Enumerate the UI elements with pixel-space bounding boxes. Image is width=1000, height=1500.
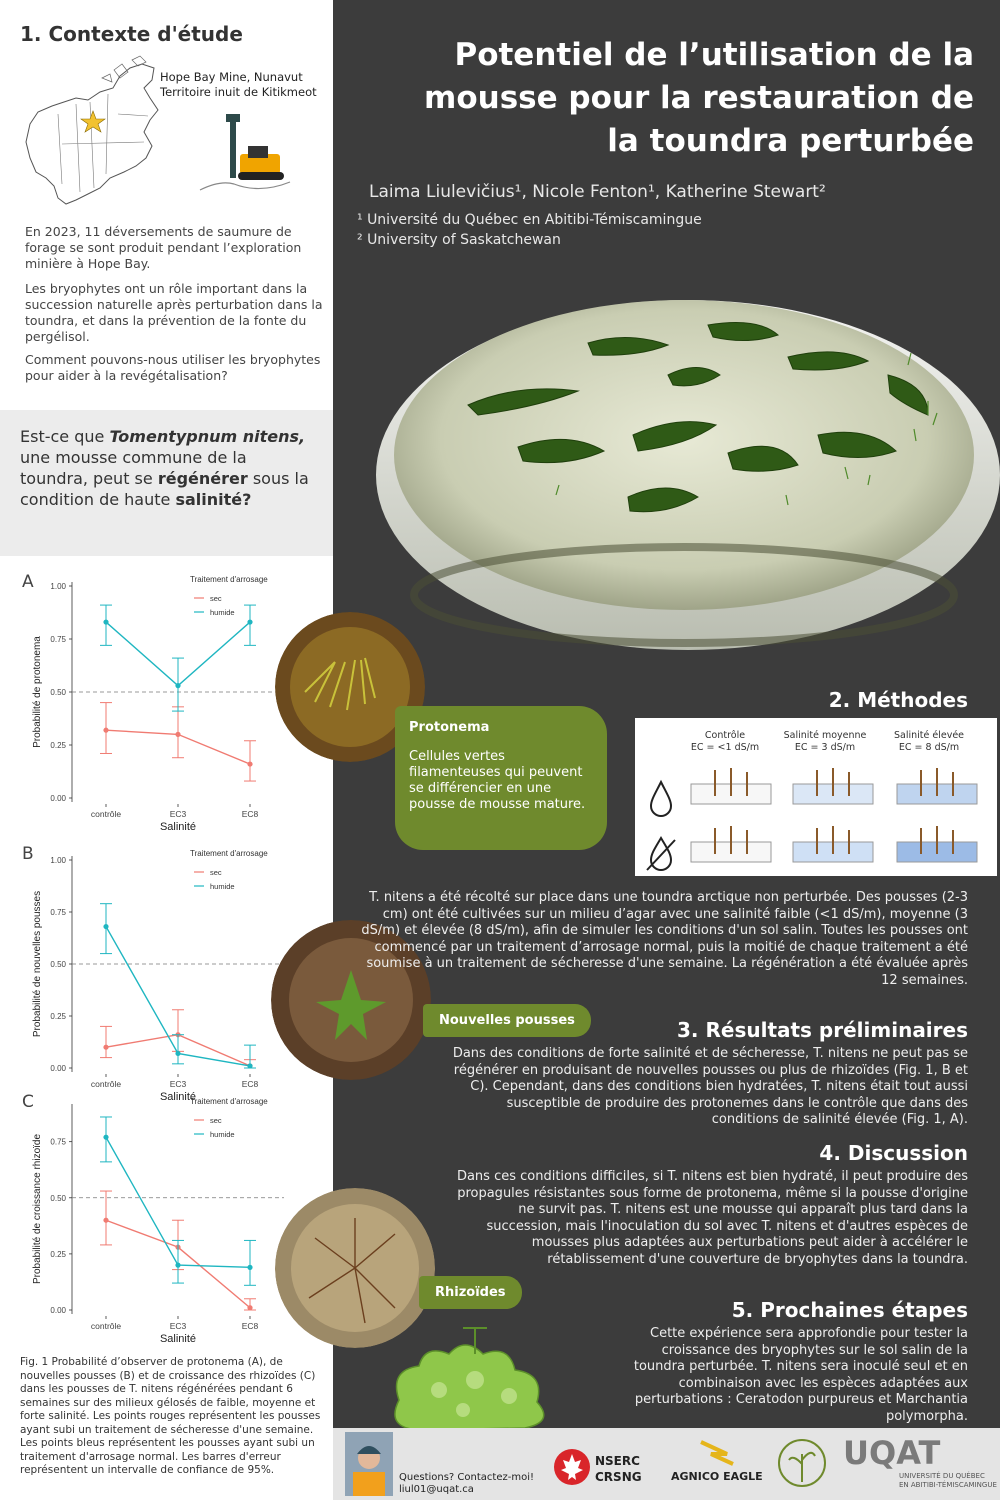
author-photo: [345, 1432, 393, 1496]
y-axis-label: Probabilité de nouvelles pousses: [32, 890, 43, 1038]
maple-leaf-icon: [553, 1448, 591, 1486]
agnico-eagle-label: AGNICO EAGLE: [671, 1470, 763, 1483]
methods-text: T. nitens a été récolté sur place dans une toundra arctique non perturbée. Des pousses (2-3 cm) ont été cultivées sur un milieu d’agar avec une salinité faible (<1 dS/m), moyenne (3 dS/m) et élevée (8 dS/m), afin de simuler les conditions d'un sol salin. Toutes les pousses ont commencé par un traitement d’arrosage normal, puis la moitié de chaque traitement a été soumise à un traitement de sécheresse d'une semaine. La régénération a été évaluée après 12 semaines.: [361, 890, 968, 988]
poster-title: Potentiel de l’utilisation de la mousse pour la restauration de la toundra perturbée: [424, 37, 974, 159]
uqat-subtitle-1: UNIVERSITÉ DU QUÉBEC: [899, 1472, 985, 1480]
legend-label-sec: sec: [210, 1116, 222, 1125]
x-tick-label: contrôle: [90, 1079, 122, 1089]
y-axis-label: Probabilité de croissance rhizoïde: [32, 1133, 43, 1285]
y-tick-label: 1.00: [50, 582, 66, 591]
no-water-icon: [647, 838, 675, 870]
protonema-callout: [395, 706, 607, 850]
data-point-humide: [175, 1263, 180, 1268]
results-text: Dans des conditions de forte salinité et de sécheresse, T. nitens ne peut pas se régénérer en produisant de nouvelles pousses ou plus de rhizoïdes (Fig. 1, B et C). Cependant, dans des conditions bien hydratées, T. nitens était tout aussi susceptible de produire des protonemes dans le contrôle que dans des conditions de salinité élevée (Fig. 1, A).: [452, 1046, 968, 1128]
nserc-label: NSERC: [595, 1454, 640, 1468]
data-point-humide: [247, 619, 252, 624]
x-tick-label: contrôle: [90, 809, 122, 819]
authors: Laima Liulevičius¹, Nicole Fenton¹, Katherine Stewart²: [369, 182, 826, 202]
context-paragraph-2: Les bryophytes ont un rôle important dans la succession naturelle après perturbation dans la toundra, et dans la prévention de la fonte du pergélisol.: [25, 281, 323, 344]
y-tick-label: 0.50: [50, 688, 66, 697]
methods-col-control: Contrôle EC = <1 dS/m: [690, 730, 760, 753]
context-title: 1. Contexte d'étude: [20, 22, 243, 46]
x-tick-label: EC8: [241, 1321, 259, 1331]
contact-text: Questions? Contactez-moi!: [399, 1472, 534, 1483]
x-tick-label: EC3: [169, 1321, 187, 1331]
discussion-text: Dans ces conditions difficiles, si T. nitens est bien hydraté, il peut produire des propagules résistantes sous forme de protonema, même si la pousse d'origine ne survit pas. T. nitens est une mousse qui apparaît plus tard dans la succession, mais l'inoculation du sol avec T. nitens et d'autres espèces de mousses plus adaptées aux perturbations peut aider à accélérer le rétablissement d'une couverture de bryophytes dans la toundra.: [456, 1169, 968, 1267]
rhizoids-label: Rhizoïdes: [419, 1276, 522, 1309]
footer: [333, 1428, 1000, 1500]
x-axis-label: Salinité: [159, 821, 197, 833]
y-tick-label: 0.75: [50, 635, 66, 644]
legend-title: Traitement d'arrosage: [190, 575, 268, 584]
x-axis-label: Salinité: [159, 1091, 197, 1103]
context-paragraph-1: En 2023, 11 déversements de saumure de forage se sont produit pendant l’exploration minière à Hope Bay.: [25, 224, 302, 271]
legend-label-humide: humide: [210, 882, 235, 891]
data-point-sec: [247, 1305, 252, 1310]
canada-map: [18, 54, 168, 214]
data-point-sec: [103, 1218, 108, 1223]
y-axis-label: Probabilité de protonema: [32, 636, 43, 748]
legend-label-sec: sec: [210, 868, 222, 877]
context-paragraph-3: Comment pouvons-nous utiliser les bryophytes pour aider à la revégétalisation?: [25, 352, 321, 383]
y-tick-label: 0.25: [50, 1249, 66, 1259]
y-tick-label: 0.75: [50, 908, 66, 917]
protonema-title: Protonema: [409, 720, 490, 735]
data-point-humide: [175, 1051, 180, 1056]
crsng-label: CRSNG: [595, 1470, 642, 1484]
discussion-title: 4. Discussion: [819, 1141, 968, 1165]
data-point-sec: [103, 1045, 108, 1050]
water-drop-icon: [651, 782, 671, 816]
lab-logo-icon: [777, 1432, 827, 1494]
methods-col-medium: Salinité moyenne EC = 3 dS/m: [783, 730, 867, 753]
research-question: Est-ce que Tomentypnum nitens, une mousse commune de la toundra, peut se régénérer sous la condition de haute salinité?: [20, 427, 309, 509]
chart-a-letter: A: [22, 572, 34, 592]
methods-diagram: [635, 718, 997, 876]
petri-dish-photo: [368, 265, 1000, 685]
x-tick-label: EC8: [241, 1079, 259, 1089]
methods-col-high: Salinité élevée EC = 8 dS/m: [893, 730, 965, 753]
star-icon: [81, 111, 105, 132]
new-shoots-label: Nouvelles pousses: [423, 1004, 591, 1037]
x-tick-label: contrôle: [90, 1321, 122, 1331]
map-label-territory: Territoire inuit de Kitikmeot: [160, 85, 317, 99]
data-point-humide: [175, 683, 180, 688]
data-point-humide: [247, 1265, 252, 1270]
next-steps-title: 5. Prochaines étapes: [731, 1298, 968, 1322]
x-tick-label: EC3: [169, 1079, 187, 1089]
legend-title: Traitement d'arrosage: [190, 849, 268, 858]
next-steps-text: Cette expérience sera approfondie pour tester la croissance des bryophytes sur le sol salin de la toundra perturbée. T. nitens sera inoculé seul et en combinaison avec les espèces adaptées aux perturbations : Ceratodon purpureus et Marchantia polymorpha.: [633, 1326, 968, 1424]
uqat-subtitle-2: EN ABITIBI-TÉMISCAMINGUE: [899, 1481, 997, 1489]
legend-title: Traitement d'arrosage: [190, 1097, 268, 1106]
marchantia-photo: [379, 1310, 559, 1438]
methods-title: 2. Méthodes: [828, 688, 968, 712]
data-point-sec: [247, 761, 252, 766]
legend-label-humide: humide: [210, 1130, 235, 1139]
uqat-logo: UQAT: [843, 1434, 941, 1472]
affiliation-1: ¹ Université du Québec en Abitibi-Témiscamingue: [357, 212, 702, 228]
data-point-humide: [103, 1135, 108, 1140]
y-tick-label: 0.50: [50, 1193, 66, 1203]
x-tick-label: EC8: [241, 809, 259, 819]
research-question-box: [0, 410, 333, 556]
y-tick-label: 1.00: [50, 856, 66, 865]
y-tick-label: 0.75: [50, 1137, 66, 1147]
chart-c-plot: [0, 1090, 333, 1352]
contact-email[interactable]: liul01@uqat.ca: [399, 1484, 474, 1495]
agnico-eagle-icon: [697, 1436, 737, 1466]
data-point-humide: [103, 924, 108, 929]
data-point-humide: [247, 1063, 252, 1068]
right-column: [333, 0, 1000, 1428]
y-tick-label: 0.25: [50, 1012, 66, 1021]
chart-b-letter: B: [22, 844, 34, 864]
legend-label-sec: sec: [210, 594, 222, 603]
y-tick-label: 0.50: [50, 960, 66, 969]
y-tick-label: 0.00: [50, 1064, 66, 1073]
data-point-humide: [103, 619, 108, 624]
drill-rig-image: [190, 110, 310, 200]
x-tick-label: EC3: [169, 809, 187, 819]
data-point-sec: [175, 732, 180, 737]
chart-c: [0, 1090, 333, 1352]
protonema-text: Cellules vertes filamenteuses qui peuvent se différencier en une pousse de mousse mature.: [409, 749, 586, 812]
chart-c-letter: C: [22, 1092, 34, 1112]
results-title: 3. Résultats préliminaires: [677, 1018, 968, 1042]
y-tick-label: 0.25: [50, 741, 66, 750]
figure-caption: Fig. 1 Probabilité d’observer de protonema (A), de nouvelles pousses (B) et de croissance des rhizoïdes (C) dans les pousses de T. nitens régénérées pendant 6 semaines sur des milieux gélosés de faible, moyenne et forte salinité. Les points rouges représentent les pousses ayant subi un traitement de sécheresse d'une semaine. Les points bleus représentent les pousses ayant subi un traitement d'arrosage normal. Les barres d'erreur représentent un intervalle de confiance de 95%.: [20, 1356, 321, 1476]
map-label-location: Hope Bay Mine, Nunavut: [160, 70, 303, 84]
legend-label-humide: humide: [210, 608, 235, 617]
y-tick-label: 0.00: [50, 1306, 66, 1315]
data-point-sec: [103, 728, 108, 733]
affiliation-2: ² University of Saskatchewan: [357, 232, 561, 248]
methods-dishes: [635, 762, 997, 874]
y-tick-label: 0.00: [50, 794, 66, 803]
x-axis-label: Salinité: [159, 1333, 197, 1345]
